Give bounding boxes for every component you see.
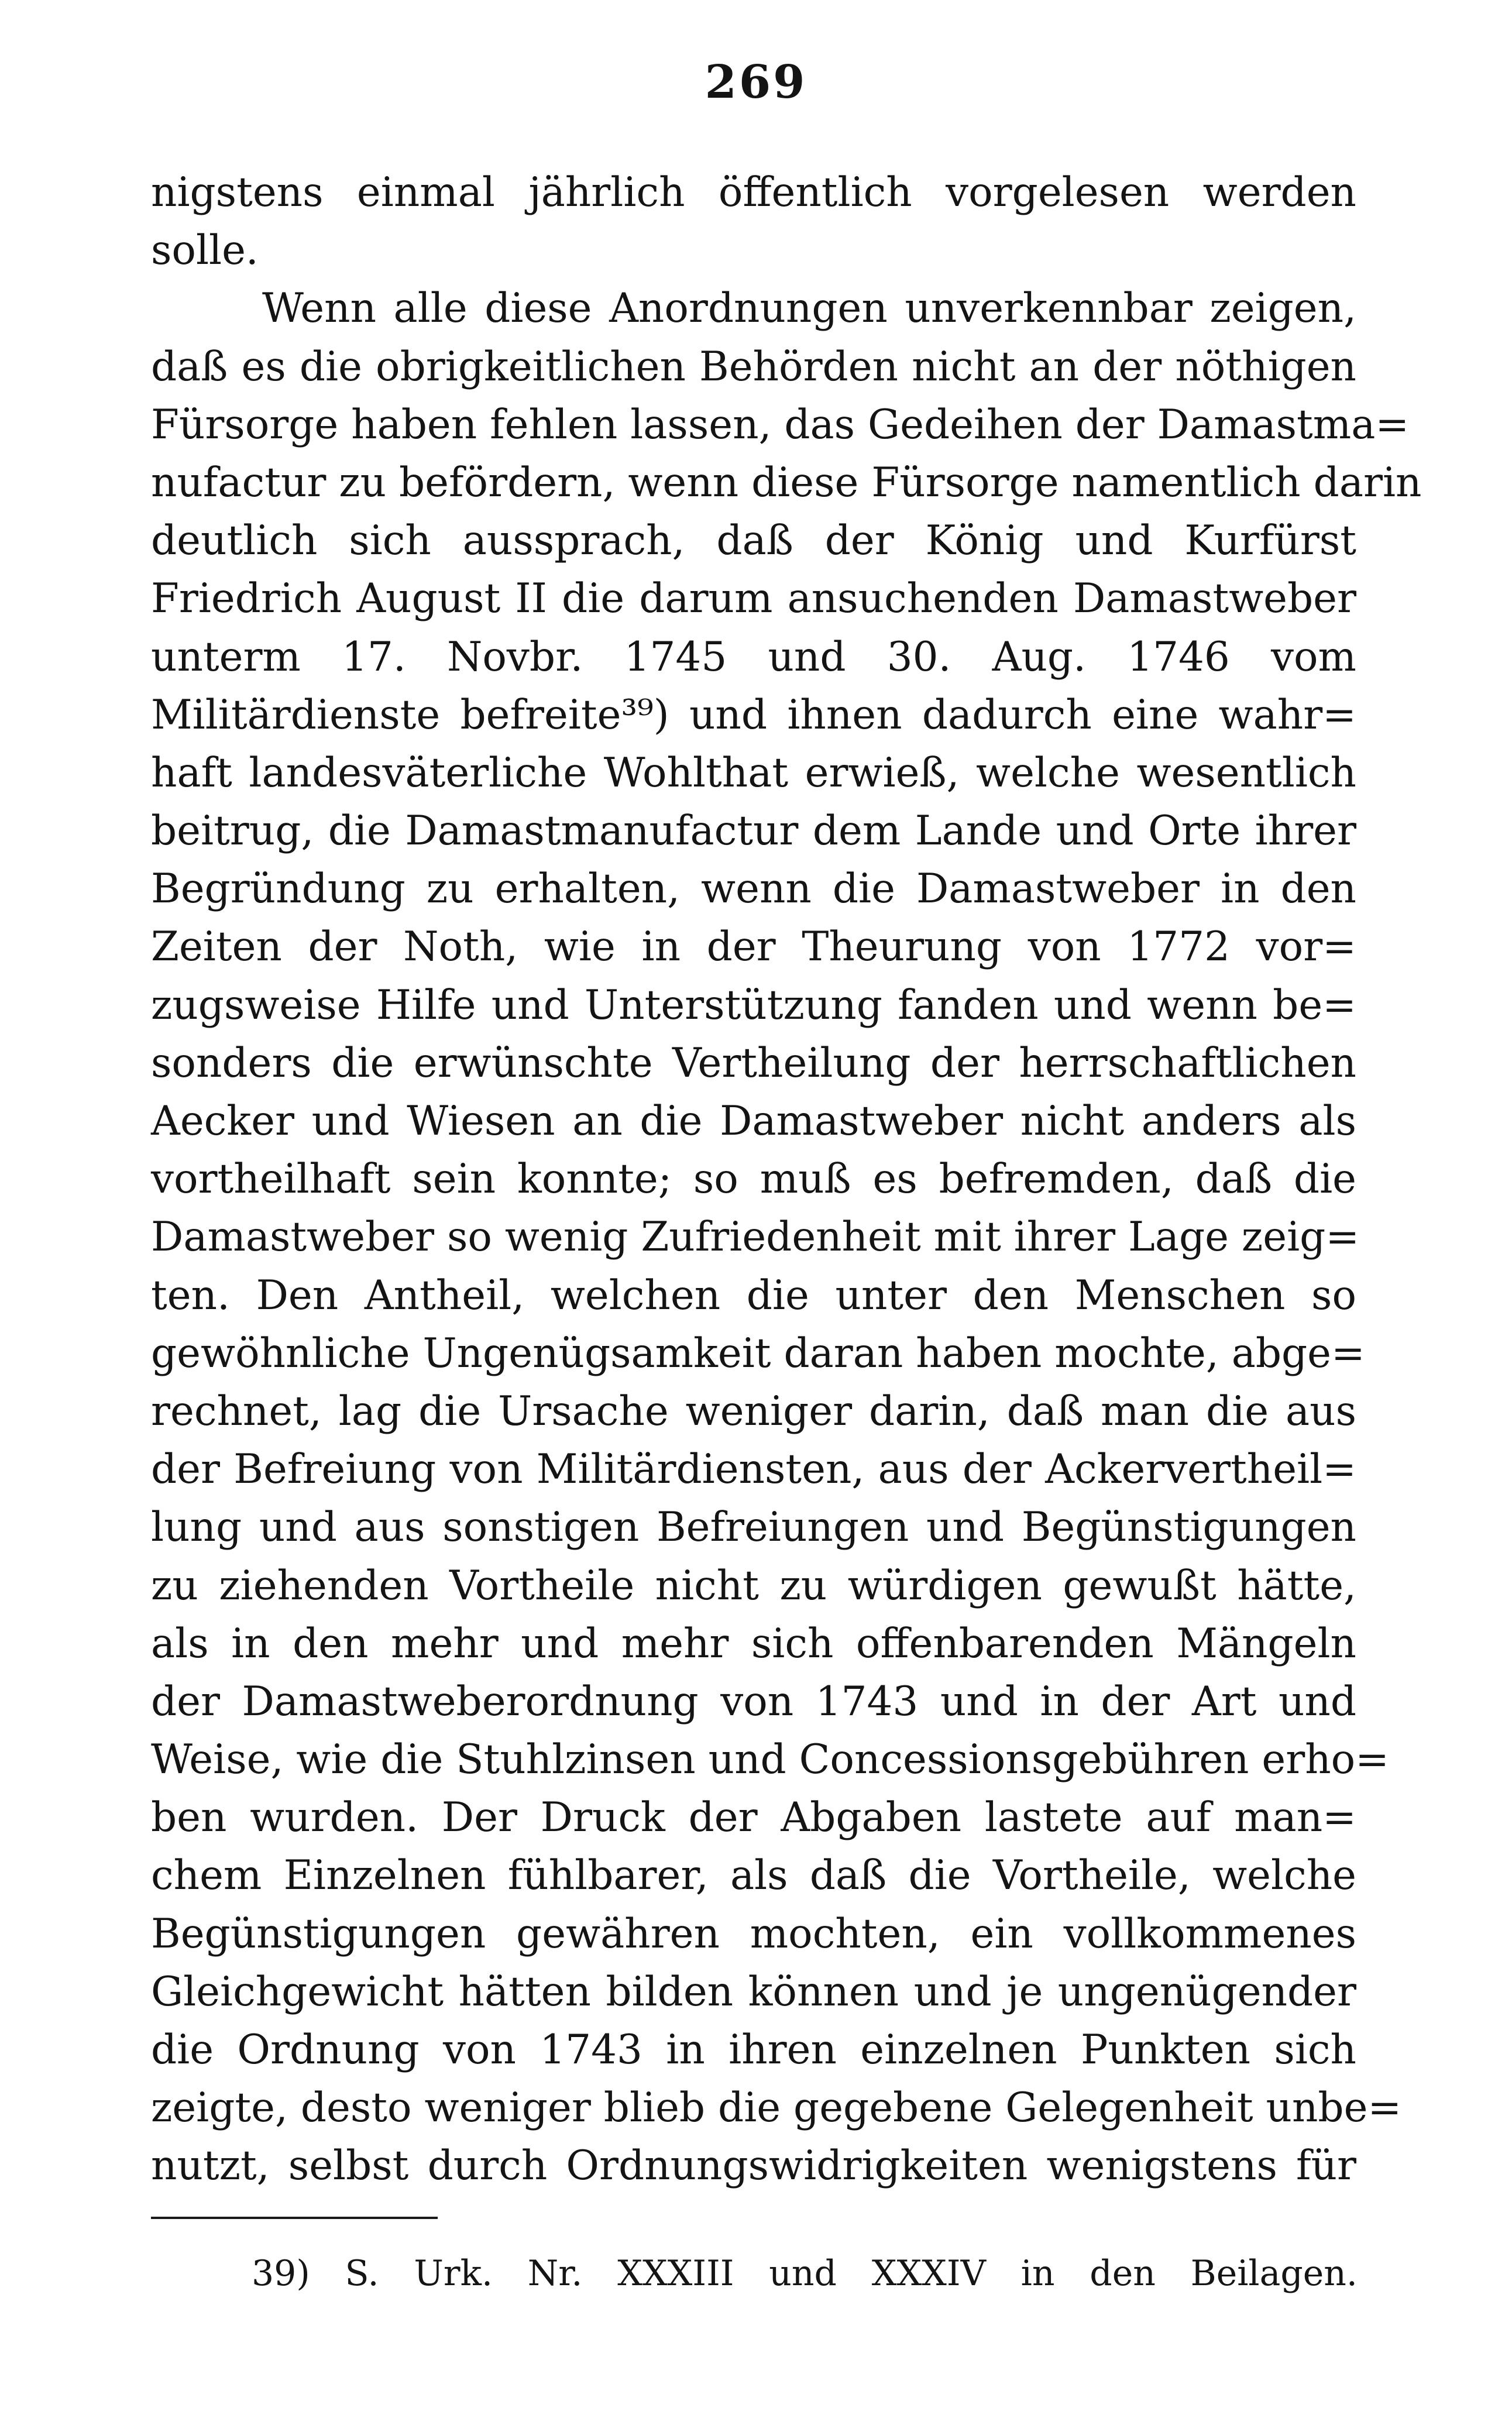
text-line: Begünstigungen gewähren mochten, ein vollkommenes: [151, 1910, 1356, 1957]
text-line: zugsweise Hilfe und Unterstützung fanden und wenn be=: [151, 981, 1356, 1029]
text-line: als in den mehr und mehr sich offenbarenden Mängeln: [151, 1620, 1356, 1667]
text-line: rechnet, lag die Ursache weniger darin, daß man die aus: [151, 1387, 1356, 1435]
text-line: zu ziehenden Vortheile nicht zu würdigen gewußt hätte,: [151, 1562, 1356, 1609]
text-line: ten. Den Antheil, welchen die unter den Menschen so: [151, 1272, 1356, 1319]
text-line: chem Einzelnen fühlbarer, als daß die Vortheile, welche: [151, 1852, 1356, 1900]
text-line: Fürsorge haben fehlen lassen, das Gedeihen der Damastma=: [151, 401, 1410, 448]
text-line: nufactur zu befördern, wenn diese Fürsorge namentlich darin: [151, 459, 1422, 506]
text-line: Begründung zu erhalten, wenn die Damastweber in den: [151, 865, 1356, 913]
text-line: Friedrich August II die darum ansuchenden Damastweber: [151, 575, 1356, 623]
text-line: beitrug, die Damastmanufactur dem Lande und Orte ihrer: [151, 808, 1356, 855]
text-line: gewöhnliche Ungenügsamkeit daran haben mochte, abge=: [151, 1330, 1365, 1377]
text-line: daß es die obrigkeitlichen Behörden nicht an der nöthigen: [151, 343, 1356, 390]
text-line: Gleichgewicht hätten bilden können und je ungenügender: [151, 1968, 1356, 2015]
body-text: [151, 164, 1422, 2196]
text-line: Aecker und Wiesen an die Damastweber nicht anders als: [151, 1098, 1356, 1145]
footnote-divider: [151, 2217, 438, 2219]
text-line: solle.: [151, 227, 259, 274]
text-line: ben wurden. Der Druck der Abgaben lastete auf man=: [151, 1794, 1356, 1842]
text-line: die Ordnung von 1743 in ihren einzelnen Punkten sich: [151, 2027, 1356, 2073]
text-line: sonders die erwünschte Vertheilung der herrschaftlichen: [151, 1039, 1356, 1087]
text-line: haft landesväterliche Wohlthat erwieß, welche wesentlich: [151, 749, 1356, 796]
text-line: deutlich sich aussprach, daß der König und Kurfürst: [151, 517, 1356, 565]
text-line: Militärdienste befreite³⁹) und ihnen dadurch eine wahr=: [151, 691, 1356, 739]
text-line: Zeiten der Noth, wie in der Theurung von 1772 vor=: [151, 923, 1356, 971]
page-number: 269: [705, 56, 807, 109]
text-line: unterm 17. Novbr. 1745 und 30. Aug. 1746 vom: [151, 633, 1356, 681]
text-line: vortheilhaft sein konnte; so muß es befremden, daß die: [151, 1156, 1356, 1203]
text-line: Weise, wie die Stuhlzinsen und Concessionsgebühren erho=: [151, 1736, 1389, 1784]
text-line: zeigte, desto weniger blieb die gegebene Gelegenheit unbe=: [151, 2084, 1402, 2132]
text-line: nigstens einmal jährlich öffentlich vorgelesen werden: [151, 169, 1356, 216]
text-line: Damastweber so wenig Zufriedenheit mit ihrer Lage zeig=: [151, 1214, 1360, 1261]
text-line: der Damastweberordnung von 1743 und in der Art und: [151, 1678, 1356, 1725]
footnote: 39) S. Urk. Nr. XXXIII und XXXIV in den Beilagen.: [252, 2253, 1358, 2294]
paragraph-start-line: Wenn alle diese Anordnungen unverkennbar zeigen,: [262, 285, 1356, 332]
text-line: lung und aus sonstigen Befreiungen und Begünstigungen: [151, 1504, 1356, 1551]
text-line: der Befreiung von Militärdiensten, aus der Ackervertheil=: [151, 1446, 1356, 1493]
text-line: nutzt, selbst durch Ordnungswidrigkeiten wenigstens für: [151, 2142, 1356, 2190]
